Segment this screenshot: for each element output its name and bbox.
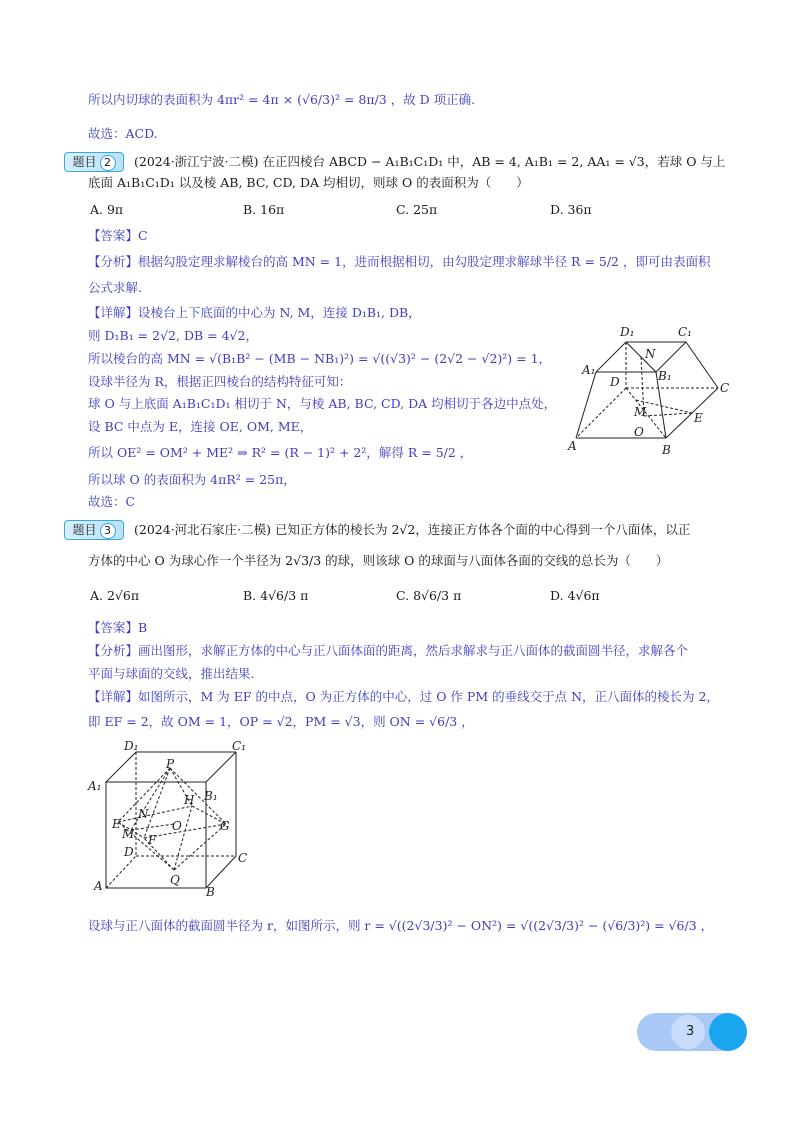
detail-line: 【详解】设棱台上下底面的中心为 N, M，连接 D₁B₁, DB， [88, 305, 421, 320]
question-number: 2 [100, 155, 116, 171]
vertex-label: A [94, 879, 103, 893]
detail-line: 所以棱台的高 MN = √(B₁B² − (MB − NB₁)²) = √((√3)² − (2√2 − √2)²) = 1， [88, 351, 552, 366]
vertex-label: B₁ [658, 369, 672, 383]
vertex-label: Q [170, 873, 180, 887]
detail-line: 球 O 与上底面 A₁B₁C₁D₁ 相切于 N，与棱 AB, BC, CD, DA 均相切于各边中点处， [88, 396, 557, 411]
question-tag-label: 题目 [72, 155, 97, 169]
analysis-line: 平面与球面的交线，推出结果. [88, 666, 255, 681]
text-line: 故选：ACD. [88, 126, 158, 141]
question-text: 底面 A₁B₁C₁D₁ 以及棱 AB, BC, CD, DA 均相切，则球 O 的表面积为（ ） [88, 175, 529, 190]
analysis-line: 公式求解. [88, 280, 142, 295]
vertex-label: C₁ [678, 325, 692, 339]
question-text: (2024·浙江宁波·二模) 在正四棱台 ABCD − A₁B₁C₁D₁ 中，AB = 4, A₁B₁ = 2, AA₁ = √3，若球 O 与上 [134, 154, 726, 169]
vertex-label: B [662, 443, 671, 457]
analysis-line: 【分析】画出图形，求解正方体的中心与正八面体面的距离，然后求解求与正八面体的截面圆半径，求解各个 [88, 643, 689, 658]
frustum-figure [566, 320, 736, 460]
vertex-label: G [220, 819, 230, 833]
question-tag-label: 题目 [72, 523, 97, 537]
vertex-label: D [610, 375, 620, 389]
vertex-label: M [122, 827, 135, 841]
vertex-label: A₁ [582, 363, 596, 377]
vertex-label: N [645, 347, 656, 361]
answer-line: 【答案】C [88, 228, 148, 243]
cube-octahedron-figure [86, 738, 266, 898]
question-text: 方体的中心 O 为球心作一个半径为 2√3/3 的球，则该球 O 的球面与八面体各面的交线的总长为（ ） [88, 553, 669, 568]
option-d: D. 4√6π [550, 588, 600, 603]
detail-line: 设球与正八面体的截面圆半径为 r，如图所示，则 r = √((2√3/3)² − ON²) = √((2√3/3)² − (√6/3)²) = √6/3 ， [88, 918, 714, 933]
vertex-label: D₁ [620, 325, 635, 339]
vertex-label: O [172, 819, 182, 833]
vertex-label: B₁ [204, 789, 218, 803]
vertex-label: A₁ [88, 779, 102, 793]
vertex-label: A [568, 439, 577, 453]
option-a: A. 2√6π [90, 588, 140, 603]
vertex-label: D₁ [124, 739, 139, 753]
vertex-label: H [184, 793, 195, 807]
detail-line: 则 D₁B₁ = 2√2, DB = 4√2， [88, 328, 258, 343]
analysis-line: 【分析】根据勾股定理求解棱台的高 MN = 1，进而根据相切，由勾股定理求解球半径 R = 5/2 ，即可由表面积 [88, 254, 711, 269]
page-number: 3 [686, 1024, 695, 1039]
vertex-label: B [206, 885, 215, 898]
detail-line: 所以球 O 的表面积为 4πR² = 25π， [88, 472, 296, 487]
detail-line: 设 BC 中点为 E，连接 OE, OM, ME， [88, 419, 313, 434]
question-number: 3 [100, 523, 116, 539]
option-c: C. 25π [396, 202, 438, 217]
vertex-label: F [148, 833, 157, 847]
vertex-label: M [634, 405, 647, 419]
question-text: (2024·河北石家庄·二模) 已知正方体的棱长为 2√2，连接正方体各个面的中心得到一个八面体，以正 [134, 522, 691, 537]
option-a: A. 9π [90, 202, 124, 217]
detail-line: 故选：C [88, 494, 136, 509]
vertex-label: C₁ [232, 739, 246, 753]
detail-line: 即 EF = 2，故 OM = 1，OP = √2，PM = √3，则 ON = √6/3 ， [88, 714, 474, 729]
vertex-label: C [238, 851, 248, 865]
detail-line: 【详解】如图所示，M 为 EF 的中点，O 为正方体的中心，过 O 作 PM 的垂线交于点 N，正八面体的棱长为 2， [88, 689, 719, 704]
question-tag [64, 520, 124, 540]
text-line: 所以内切球的表面积为 4πr² = 4π × (√6/3)² = 8π/3 ，故 D 项正确. [88, 92, 476, 107]
question-tag [64, 152, 124, 172]
vertex-label: D [124, 845, 134, 859]
option-c: C. 8√6/3 π [396, 588, 462, 603]
vertex-label: C [720, 381, 730, 395]
option-d: D. 36π [550, 202, 592, 217]
option-b: B. 16π [243, 202, 285, 217]
detail-line: 设球半径为 R，根据正四棱台的结构特征可知： [88, 374, 352, 389]
detail-line: 所以 OE² = OM² + ME² ⇒ R² = (R − 1)² + 2²，解得 R = 5/2 ， [88, 445, 473, 460]
vertex-label: E [112, 817, 121, 831]
answer-line: 【答案】B [88, 620, 148, 635]
vertex-label: P [166, 757, 175, 771]
option-b: B. 4√6/3 π [243, 588, 309, 603]
vertex-label: N [138, 807, 149, 821]
vertex-label: O [634, 425, 644, 439]
vertex-label: E [694, 411, 703, 425]
